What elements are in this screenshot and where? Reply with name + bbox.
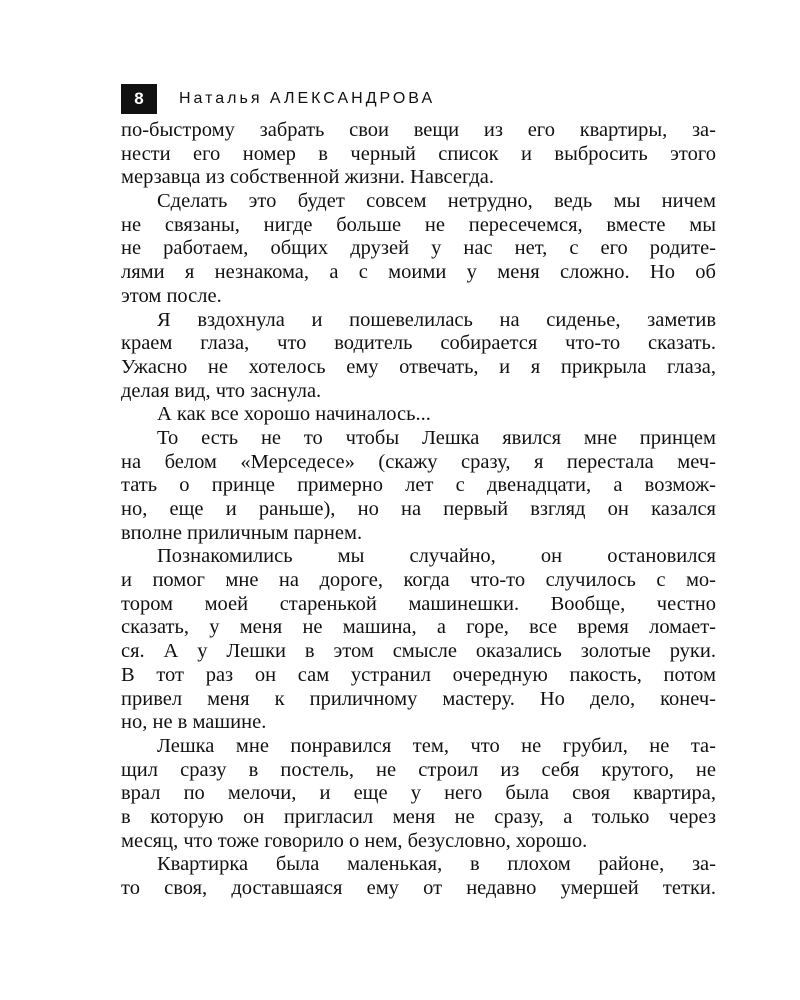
text-line: мерзавца из собственной жизни. Навсегда. xyxy=(121,166,494,189)
text-line: но, не в машине. xyxy=(121,711,267,734)
running-header xyxy=(121,84,435,114)
text-line: нести его номер в черный список и выбросить этого xyxy=(121,142,716,165)
text-line: не связаны, нигде больше не пересечемся, вместе мы xyxy=(121,213,716,236)
text-line: Ужасно не хотелось ему отвечать, и я прикрыла глаза, xyxy=(121,355,716,378)
text-line: то своя, доставшаяся ему от недавно умершей тетки. xyxy=(121,877,716,899)
text-line: тором моей старенькой машинешки. Вообще, честно xyxy=(121,592,716,615)
text-line: в которую он пригласил меня не сразу, а только через xyxy=(121,805,716,828)
text-line: и помог мне на дороге, когда что-то случилось с мо- xyxy=(121,569,716,592)
text-line: сказать, у меня не машина, а горе, все время ломает- xyxy=(121,616,716,639)
text-line: делая вид, что заснула. xyxy=(121,379,322,402)
text-line: А как все хорошо начиналось... xyxy=(157,403,431,426)
page-number: 8 xyxy=(121,84,157,114)
text-line: Познакомились мы случайно, он остановился xyxy=(157,545,716,568)
author-name: Наталья АЛЕКСАНДРОВА xyxy=(179,90,436,107)
body-text xyxy=(121,119,716,901)
text-line: вполне приличным парнем. xyxy=(121,521,363,544)
text-line: То есть не то чтобы Лешка явился мне принцем xyxy=(157,426,716,449)
text-line: Я вздохнула и пошевелилась на сиденье, заметив xyxy=(157,308,716,331)
text-line: В тот раз он сам устранил очередную пакость, потом xyxy=(121,663,716,686)
text-line: этом после. xyxy=(121,284,222,307)
text-line: не работаем, общих друзей у нас нет, с его родите- xyxy=(121,237,716,260)
text-line: Квартирка была маленькая, в плохом районе, за- xyxy=(157,853,716,876)
text-line: Лешка мне понравился тем, что не грубил, не та- xyxy=(157,734,716,757)
text-line: но, еще и раньше), но на первый взгляд он казался xyxy=(121,498,716,520)
text-line: лями я незнакома, а с моими у меня сложно. Но об xyxy=(121,261,716,284)
text-line: тать о принце примерно лет с двенадцати, а возмож- xyxy=(121,474,716,497)
text-line: Сделать это будет совсем нетрудно, ведь мы ничем xyxy=(157,190,716,213)
text-line: ся. А у Лешки в этом смысле оказались золотые руки. xyxy=(121,640,716,663)
text-line: врал по мелочи, и еще у него была своя квартира, xyxy=(121,782,716,805)
text-line: щил сразу в постель, не строил из себя крутого, не xyxy=(121,758,716,781)
text-line: краем глаза, что водитель собирается что-то сказать. xyxy=(121,332,716,355)
text-line: по-быстрому забрать свои вещи из его квартиры, за- xyxy=(121,119,716,141)
text-line: на белом «Мерседесе» (скажу сразу, я перестала меч- xyxy=(121,450,716,473)
text-line: привел меня к приличному мастеру. Но дело, конеч- xyxy=(121,687,716,710)
text-line: месяц, что тоже говорило о нем, безусловно, хорошо. xyxy=(121,829,588,852)
